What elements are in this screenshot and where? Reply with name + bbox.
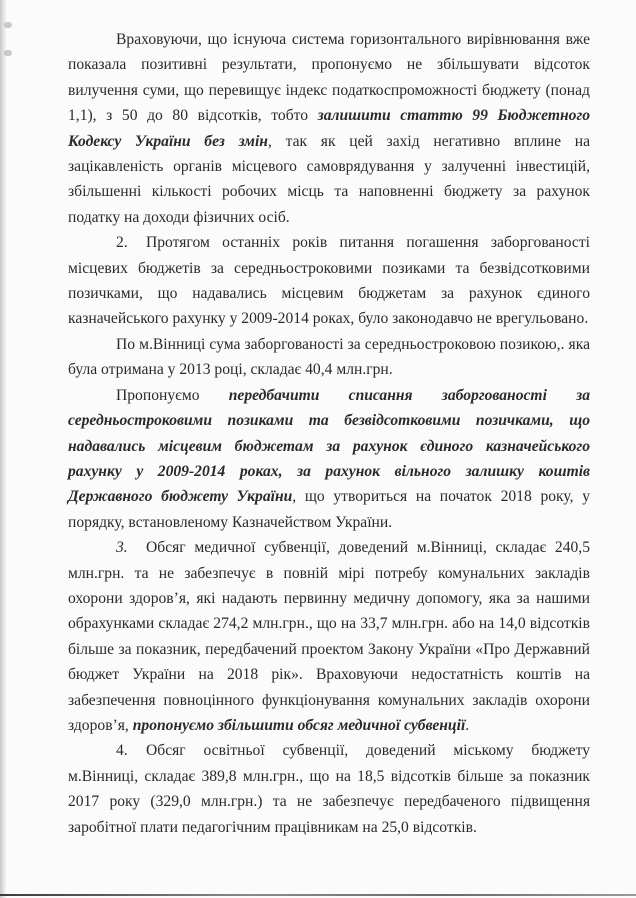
emphasis-text: залишити статтю 99 Бюджетного Кодексу України без змін (68, 107, 590, 150)
paragraph-item-2 (68, 230, 590, 332)
paragraph-text: . (465, 716, 470, 734)
item-number: 4. (116, 742, 128, 760)
paragraph-text: Враховуючи, що існуюча система горизонтального вирівнювання вже показала позитивні результати, пропонуємо не збільшувати відсоток вилучення суми, що перевищує індекс податкоспроможності бюджету (понад 1,1), з 50 до 80 відсотків, тобто (68, 31, 590, 125)
item-number: 2. (116, 234, 128, 252)
paragraph-text: Обсяг освітньої субвенції, доведений міському бюджету м.Вінниці, складає 389,8 млн.грн., що на 18,5 відсотків більше за показник 2017 року (329,0 млн.грн.) та не забезпечує передбаченого підвищення заробітної плати педагогічним працівникам на 25,0 відсотків. (68, 742, 590, 836)
scan-bottom-edge (0, 894, 636, 896)
paragraph-proposal-debt-writeoff (68, 383, 590, 535)
document-page (68, 27, 590, 840)
paragraph-item-4 (68, 738, 590, 840)
paragraph-text: Пропонуємо (116, 386, 229, 404)
paragraph-text: , так як цей захід негативно вплине на зацікавленість органів місцевого самоврядування у залученні інвестицій, збільшенні кількості робочих місць та наповненні бюджету за рахунок податку на доходи фізичних осіб. (68, 132, 591, 226)
paragraph-text: Протягом останніх років питання погашення заборгованості місцевих бюджетів за середньостроковими позиками та безвідсотковими позичками, що надавались місцевим бюджетам за рахунок єдиного казначейського рахунку у 2009-2014 роках, було законодавчо не врегульовано. (68, 234, 590, 328)
emphasis-text: пропонуємо збільшити обсяг медичної субвенції (132, 716, 466, 734)
paragraph-text: Обсяг медичної субвенції, доведений м.Вінниці, складає 240,5 млн.грн. та не забезпечує в повній мірі потребу комунальних закладів охорони здоров’я, які надають первинну медичну допомогу, яка за нашими обрахунками складає 274,2 млн.грн., що на 33,7 млн.грн. або на 14,0 відсотків більше за показник, передбачений проектом Закону України «Про Державний бюджет України на 2018 рік». Враховуючи недостатність коштів на забезпечення повноцінного функціонування комунальних закладів охорони здоров’я, (68, 539, 590, 734)
paragraph-item-3 (68, 535, 590, 738)
paragraph-text: , що утвориться на початок 2018 року, у порядку, встановленому Казначейством України. (68, 488, 590, 531)
paragraph-horizontal-equalization (68, 27, 590, 230)
scan-artifact (4, 50, 12, 56)
scan-artifact (4, 22, 12, 28)
item-number: 3. (116, 539, 128, 557)
paragraph-vinnytsia-debt (68, 332, 590, 383)
paragraph-text: По м.Вінниці сума заборгованості за середньостроковою позикою,. яка була отримана у 2013 році, складає 40,4 млн.грн. (68, 335, 590, 379)
emphasis-text: передбачити списання заборгованості за середньостроковими позиками та безвідсотковими позичками, що надавались місцевим бюджетам за рахунок єдиного казначейського рахунку у 2009-2014 роках, за рахунок вільного залишку коштів Державного бюджету України (68, 386, 591, 506)
scan-left-edge (0, 0, 6, 898)
